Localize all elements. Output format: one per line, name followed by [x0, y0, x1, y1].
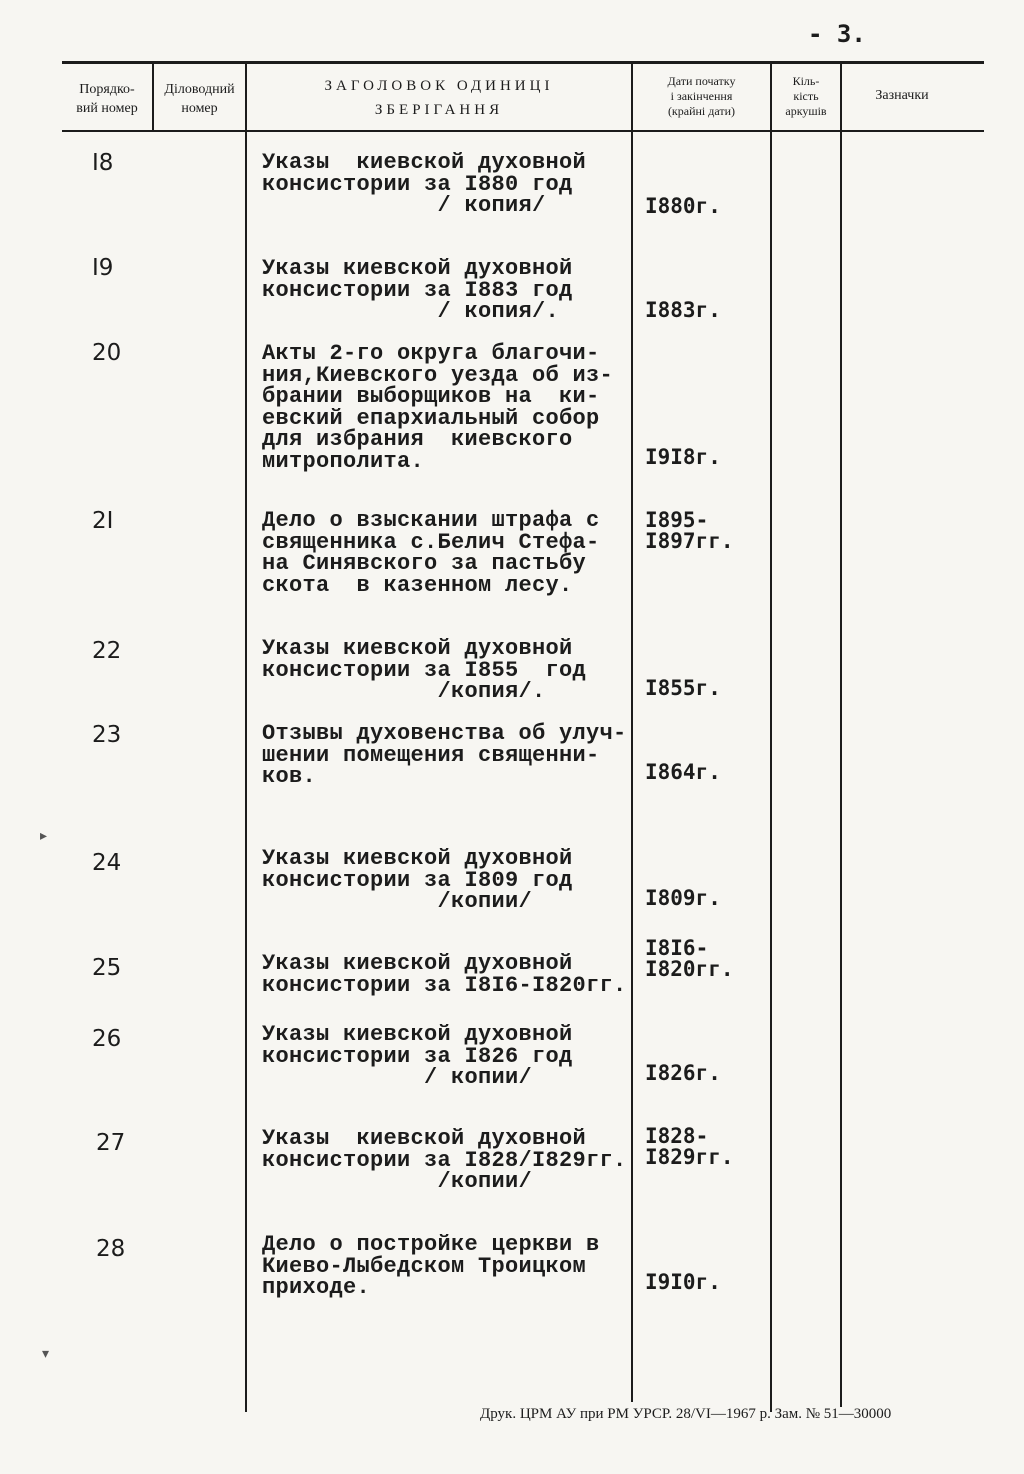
serial-number: 28 [96, 1236, 126, 1262]
unit-title: Указы киевской духовной консистории за I855 год /копия/. [262, 636, 587, 704]
header-notes: Зазначки [875, 88, 929, 103]
serial-number: I8 [92, 150, 114, 176]
serial-number: 26 [92, 1026, 122, 1052]
unit-date: I8I6- I820гг. [645, 936, 734, 981]
page-number: - 3. [808, 20, 866, 48]
unit-date: I895- I897гг. [645, 508, 734, 553]
unit-title: Дело о постройке церкви в Киево-Лыбедском Троицком приходе. [262, 1232, 600, 1300]
unit-date: I809г. [645, 886, 721, 910]
serial-number: 2I [92, 508, 114, 534]
header-case-number: Діловодний номер [164, 82, 235, 116]
unit-title: Дело о взыскании штрафа с священника с.Белич Стефа- на Синявского за пастьбу скота в казенном лесу. [262, 508, 600, 598]
unit-date: I826г. [645, 1061, 721, 1085]
print-footer: Друк. ЦРМ АУ при РМ УРСР. 28/VI—1967 р. Зам. № 51—30000 [480, 1406, 892, 1422]
column-divider [840, 62, 842, 1407]
serial-number: 23 [92, 722, 122, 748]
scan-speck: ▸ [40, 829, 48, 844]
serial-number: 25 [92, 955, 122, 981]
unit-title: Указы киевской духовной консистории за I880 год / копия/ [262, 150, 587, 218]
header-rule [62, 130, 984, 132]
serial-number: I9 [92, 255, 114, 281]
column-divider [770, 62, 772, 1412]
unit-title: Указы киевской духовной консистории за I883 год / копия/. [262, 256, 573, 324]
unit-date: I880г. [645, 194, 721, 218]
header-dates: Дати початку і закінчення (крайні дати) [667, 74, 736, 118]
serial-number: 27 [96, 1130, 126, 1156]
unit-title: Указы киевской духовной консистории за I826 год / копии/ [262, 1022, 573, 1090]
unit-date: I864г. [645, 760, 721, 784]
unit-title: Отзывы духовенства об улуч- шении помещения священни- ков. [262, 721, 627, 789]
unit-date: I855г. [645, 676, 721, 700]
serial-number: 22 [92, 638, 122, 664]
scan-speck: ▾ [42, 1347, 50, 1362]
header-sheet-count: Кіль- кість аркушів [785, 74, 827, 118]
serial-number: 24 [92, 850, 122, 876]
unit-title: Указы киевской духовной консистории за I809 год /копии/ [262, 846, 573, 914]
top-rule [62, 61, 984, 64]
header-title: ЗАГОЛОВОК ОДИНИЦІ ЗБЕРІГАННЯ [324, 78, 554, 118]
serial-number: 20 [92, 340, 122, 366]
header-serial-number: Порядко- вий номер [76, 82, 138, 116]
unit-date: I883г. [645, 298, 721, 322]
unit-date: I9I0г. [645, 1270, 721, 1294]
unit-date: I9I8г. [645, 445, 721, 469]
unit-title: Указы киевской духовной консистории за I8I6-I820гг. [262, 951, 627, 998]
unit-date: I828- I829гг. [645, 1124, 734, 1169]
unit-title: Указы киевской духовной консистории за I828/I829гг. /копии/ [262, 1126, 627, 1194]
unit-title: Акты 2-го округа благочи- ния,Киевского уезда об из- брании выборщиков на ки- евский епархиальный собор для избрания киевского митрополита. [262, 341, 614, 474]
column-divider [245, 62, 247, 1412]
